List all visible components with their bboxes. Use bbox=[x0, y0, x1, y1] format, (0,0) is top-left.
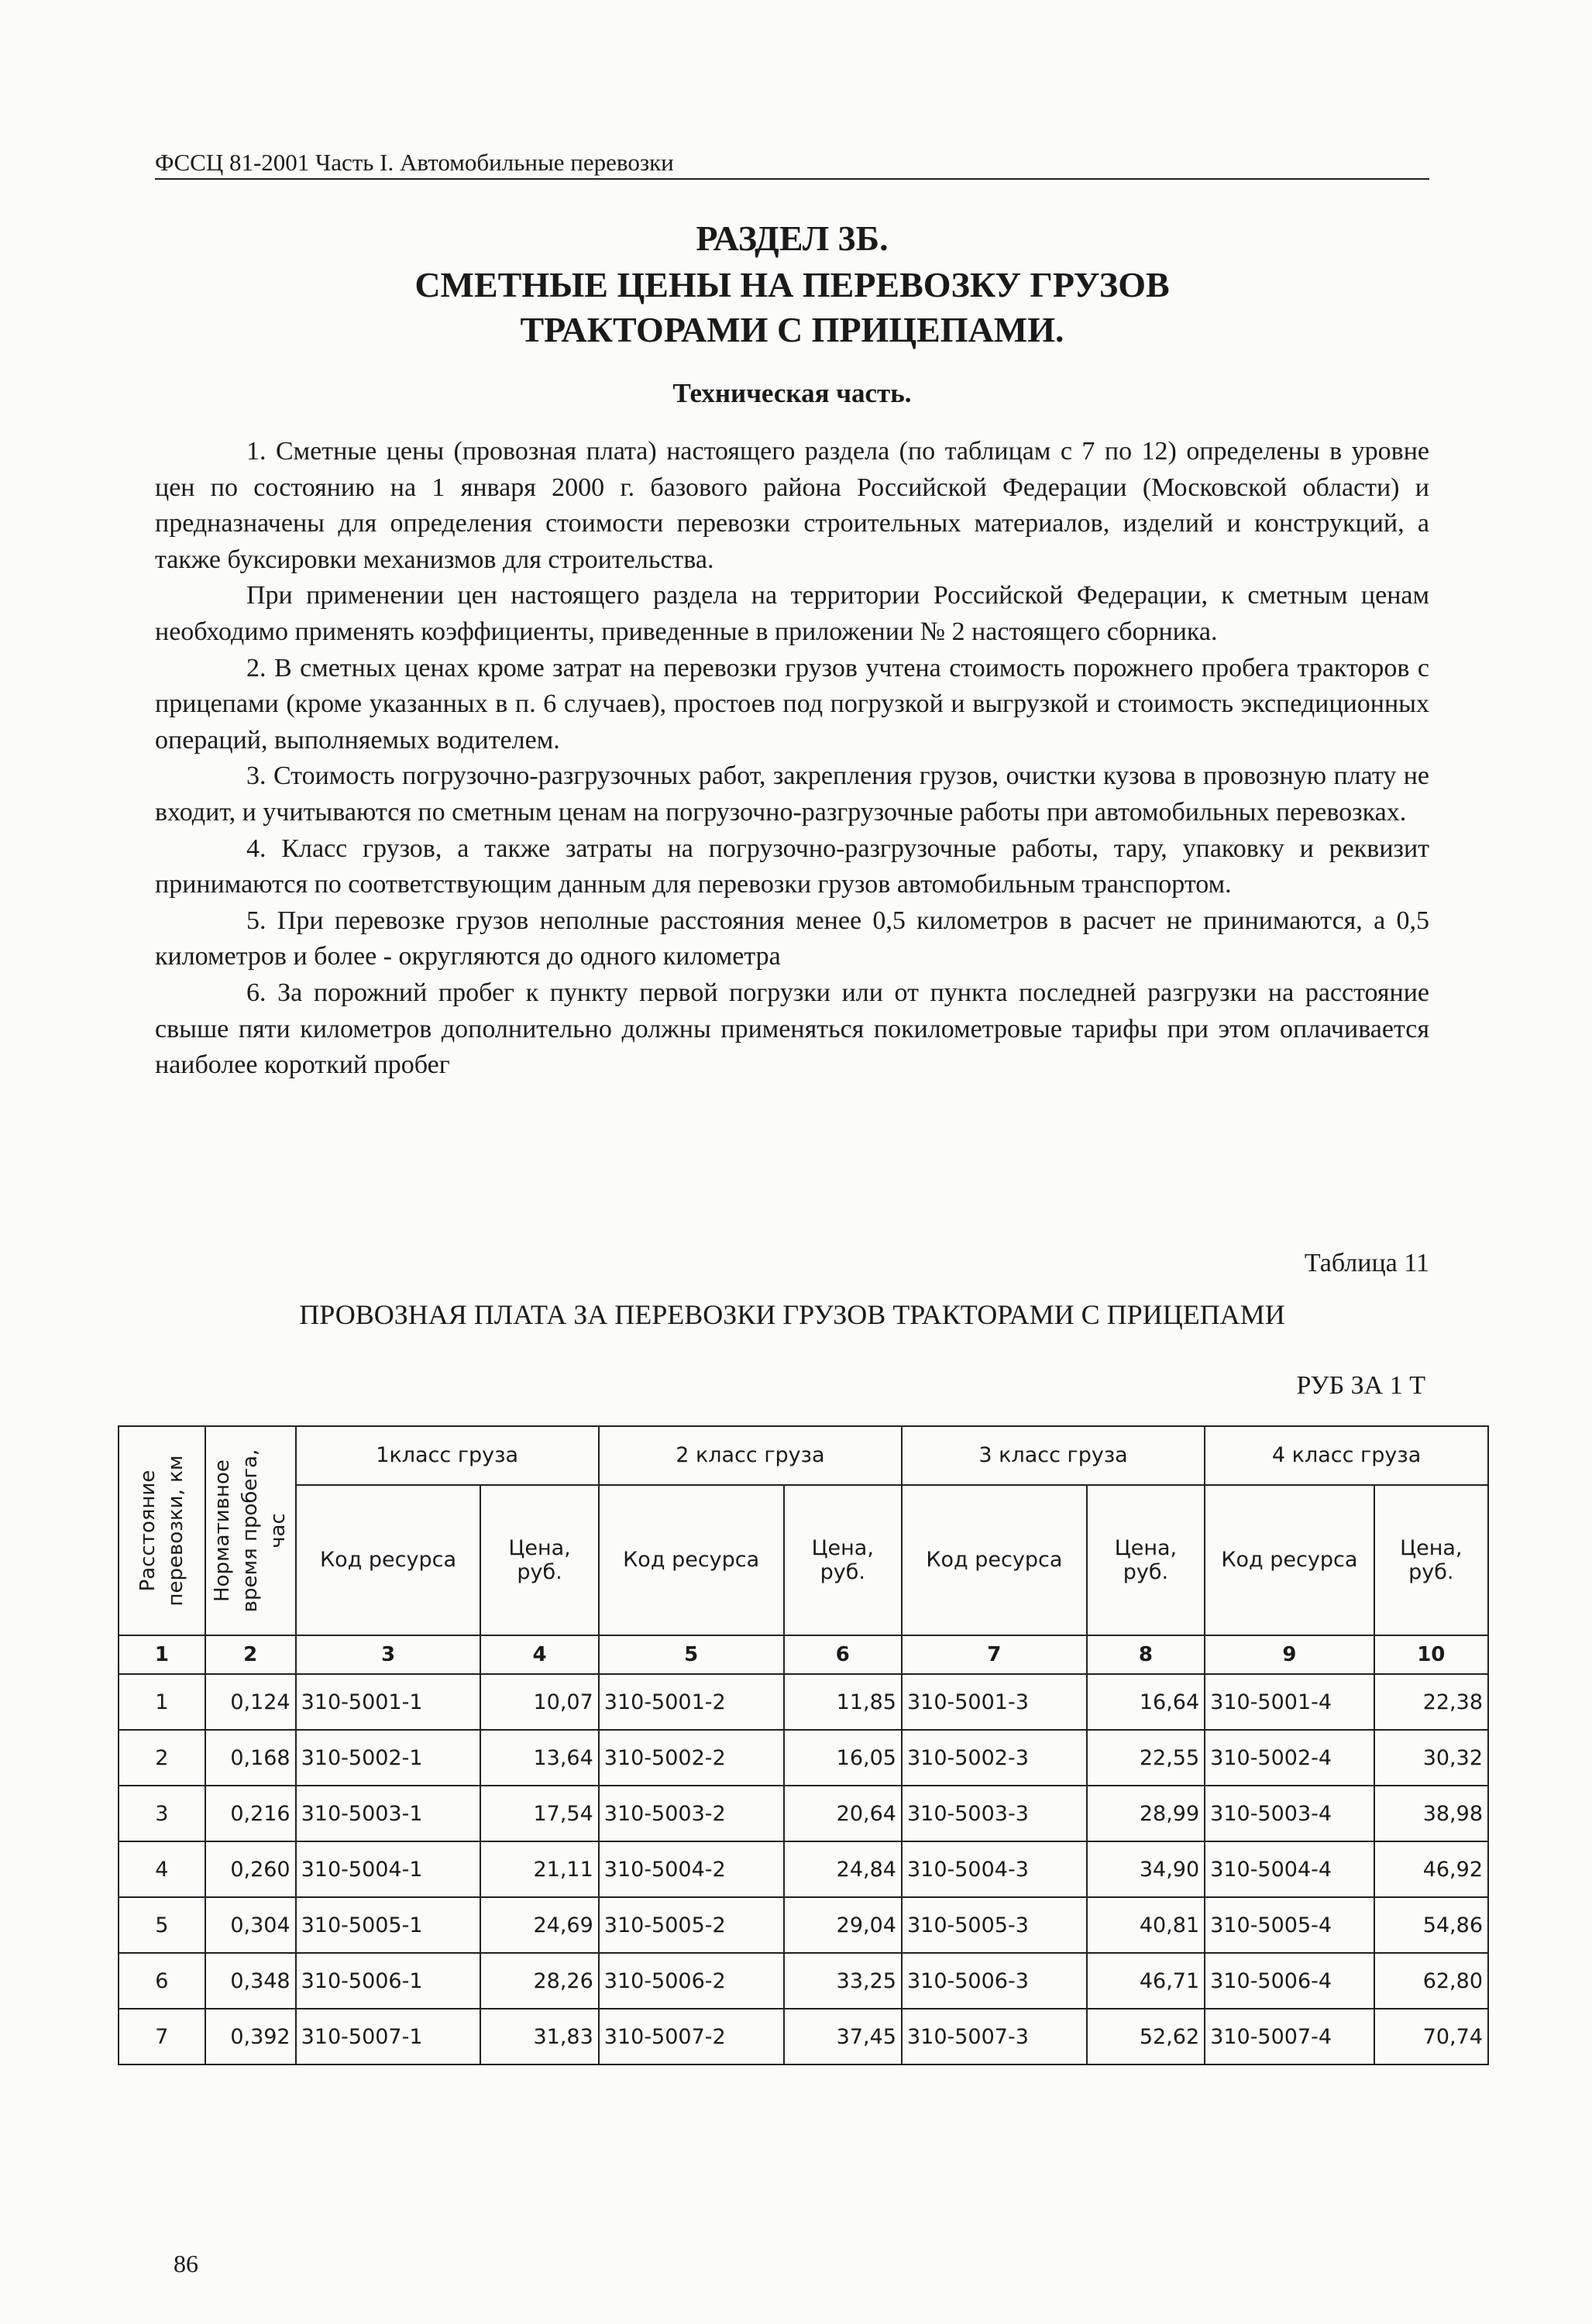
cell-price-class4: 62,80 bbox=[1374, 1953, 1488, 2009]
cell-code-class4: 310-5007-4 bbox=[1205, 2009, 1374, 2064]
header-price-1 bbox=[480, 1485, 598, 1635]
cell-time: 0,168 bbox=[205, 1730, 296, 1786]
header-price-4: Цена, руб. bbox=[1374, 1485, 1488, 1635]
cell-price-class1: 13,64 bbox=[480, 1730, 598, 1786]
header-price-2-l2: руб. bbox=[820, 1559, 865, 1584]
cell-code-class4: 310-5001-4 bbox=[1205, 1674, 1374, 1730]
header-price-1-l1: Цена, bbox=[508, 1535, 571, 1560]
table-title: ПРОВОЗНАЯ ПЛАТА ЗА ПЕРЕВОЗКИ ГРУЗОВ ТРАКТОРАМИ С ПРИЦЕПАМИ bbox=[299, 1299, 1285, 1330]
header-code-4: Код ресурса bbox=[1205, 1485, 1374, 1635]
header-time-l1: Нормативное bbox=[211, 1459, 235, 1602]
cell-code-class1: 310-5005-1 bbox=[296, 1897, 481, 1953]
header-time-l2: время пробега, bbox=[239, 1449, 263, 1613]
col-number: 3 bbox=[296, 1635, 481, 1674]
header-distance bbox=[119, 1426, 205, 1635]
table-row bbox=[119, 1841, 1488, 1897]
rates-table bbox=[118, 1425, 1489, 2065]
table-row bbox=[119, 1953, 1488, 2009]
table-row bbox=[119, 1897, 1488, 1953]
cell-distance: 1 bbox=[119, 1674, 205, 1730]
cell-price-class2: 11,85 bbox=[784, 1674, 902, 1730]
cell-time: 0,216 bbox=[205, 1786, 296, 1841]
header-time-l3: час bbox=[266, 1513, 291, 1549]
header-price-2-l1: Цена, bbox=[811, 1535, 874, 1560]
cell-price-class2: 20,64 bbox=[784, 1786, 902, 1841]
cell-code-class2: 310-5006-2 bbox=[599, 1953, 784, 2009]
cell-price-class4: 70,74 bbox=[1374, 2009, 1488, 2064]
table-units: РУБ ЗА 1 Т bbox=[1296, 1371, 1425, 1400]
paragraph-2: 2. В сметных ценах кроме затрат на перевозки грузов учтена стоимость порожнего пробега тракторов с прицепами (кроме указанных в п. 6 случаев), простоев под погрузкой и выгрузкой и стоимость экспедиционных операций, выполняемых водителем. bbox=[155, 653, 1429, 755]
cell-code-class1: 310-5003-1 bbox=[296, 1786, 481, 1841]
cell-distance: 6 bbox=[119, 1953, 205, 2009]
header-distance-l1: Расстояние bbox=[136, 1470, 160, 1592]
header-class-2: 2 класс груза bbox=[599, 1426, 902, 1485]
header-price-3-l2: руб. bbox=[1123, 1559, 1169, 1584]
cell-code-class1: 310-5002-1 bbox=[296, 1730, 481, 1786]
rates-table-body bbox=[119, 1674, 1488, 2064]
paragraph-1: 1. Сметные цены (провозная плата) настоящего раздела (по таблицам с 7 по 12) определены в уровне цен по состоянию на 1 января 2000 г. базового района Российской Федерации (Московской области) и предназначены для определения стоимости перевозки строительных материалов, изделий и конструкций, а также буксировки механизмов для строительства. bbox=[155, 437, 1429, 574]
col-number: 7 bbox=[902, 1635, 1087, 1674]
cell-code-class1: 310-5004-1 bbox=[296, 1841, 481, 1897]
col-number: 5 bbox=[599, 1635, 784, 1674]
cell-price-class2: 37,45 bbox=[784, 2009, 902, 2064]
table-row bbox=[119, 1674, 1488, 1730]
cell-distance: 4 bbox=[119, 1841, 205, 1897]
cell-code-class4: 310-5004-4 bbox=[1205, 1841, 1374, 1897]
cell-price-class1: 24,69 bbox=[480, 1897, 598, 1953]
header-class-1: 1класс груза bbox=[296, 1426, 599, 1485]
table-row bbox=[119, 2009, 1488, 2064]
paragraph-5: 5. При перевозке грузов неполные расстояния менее 0,5 километров в расчет не принимаются, а 0,5 километров и более - округляются до одного километра bbox=[155, 906, 1429, 971]
paragraph-4: 4. Класс грузов, а также затраты на погрузочно-разгрузочные работы, тару, упаковку и реквизит принимаются по соответствующим данным для перевозки грузов автомобильным транспортом. bbox=[155, 834, 1429, 899]
cell-price-class3: 34,90 bbox=[1087, 1841, 1205, 1897]
cell-code-class1: 310-5001-1 bbox=[296, 1674, 481, 1730]
header-code-2: Код ресурса bbox=[599, 1485, 784, 1635]
cell-code-class3: 310-5002-3 bbox=[902, 1730, 1087, 1786]
cell-price-class4: 30,32 bbox=[1374, 1730, 1488, 1786]
cell-code-class2: 310-5004-2 bbox=[599, 1841, 784, 1897]
cell-price-class2: 16,05 bbox=[784, 1730, 902, 1786]
section-title-line1: СМЕТНЫЕ ЦЕНЫ НА ПЕРЕВОЗКУ ГРУЗОВ bbox=[414, 265, 1170, 304]
cell-code-class4: 310-5005-4 bbox=[1205, 1897, 1374, 1953]
cell-price-class1: 17,54 bbox=[480, 1786, 598, 1841]
cell-price-class3: 16,64 bbox=[1087, 1674, 1205, 1730]
cell-code-class2: 310-5003-2 bbox=[599, 1786, 784, 1841]
header-class-3: 3 класс груза bbox=[902, 1426, 1205, 1485]
header-distance-l2: перевозки, км bbox=[163, 1455, 187, 1607]
col-number: 9 bbox=[1205, 1635, 1374, 1674]
cell-price-class3: 46,71 bbox=[1087, 1953, 1205, 2009]
cell-code-class4: 310-5002-4 bbox=[1205, 1730, 1374, 1786]
section-subtitle: Техническая часть. bbox=[672, 378, 912, 408]
header-class-4: 4 класс груза bbox=[1205, 1426, 1488, 1485]
table-number: Таблица 11 bbox=[1304, 1249, 1429, 1277]
col-number: 6 bbox=[784, 1635, 902, 1674]
cell-code-class3: 310-5003-3 bbox=[902, 1786, 1087, 1841]
section-title-line2: ТРАКТОРАМИ С ПРИЦЕПАМИ. bbox=[520, 310, 1064, 349]
cell-price-class4: 54,86 bbox=[1374, 1897, 1488, 1953]
cell-code-class4: 310-5003-4 bbox=[1205, 1786, 1374, 1841]
col-number: 10 bbox=[1374, 1635, 1488, 1674]
cell-code-class3: 310-5005-3 bbox=[902, 1897, 1087, 1953]
col-number: 8 bbox=[1087, 1635, 1205, 1674]
cell-distance: 7 bbox=[119, 2009, 205, 2064]
cell-time: 0,304 bbox=[205, 1897, 296, 1953]
cell-price-class2: 29,04 bbox=[784, 1897, 902, 1953]
cell-price-class4: 38,98 bbox=[1374, 1786, 1488, 1841]
cell-distance: 5 bbox=[119, 1897, 205, 1953]
header-code-1: Код ресурса bbox=[296, 1485, 481, 1635]
cell-price-class4: 22,38 bbox=[1374, 1674, 1488, 1730]
header-time bbox=[205, 1426, 296, 1635]
cell-price-class4: 46,92 bbox=[1374, 1841, 1488, 1897]
cell-price-class1: 10,07 bbox=[480, 1674, 598, 1730]
cell-code-class3: 310-5006-3 bbox=[902, 1953, 1087, 2009]
header-price-3-l1: Цена, bbox=[1114, 1535, 1178, 1560]
cell-price-class2: 33,25 bbox=[784, 1953, 902, 2009]
body-text bbox=[155, 434, 1429, 1084]
header-price-2 bbox=[784, 1485, 902, 1635]
cell-time: 0,260 bbox=[205, 1841, 296, 1897]
section-number: РАЗДЕЛ 3Б. bbox=[696, 218, 889, 258]
cell-price-class1: 28,26 bbox=[480, 1953, 598, 2009]
header-code-3: Код ресурса bbox=[902, 1485, 1087, 1635]
paragraph-6: 6. За порожний пробег к пункту первой погрузки или от пункта последней разгрузки на расстояние свыше пяти километров дополнительно должны применяться покилометровые тарифы при этом оплачивается наиболее короткий пробег bbox=[155, 978, 1429, 1080]
cell-code-class4: 310-5006-4 bbox=[1205, 1953, 1374, 2009]
cell-code-class2: 310-5001-2 bbox=[599, 1674, 784, 1730]
paragraph-1-note: При применении цен настоящего раздела на территории Российской Федерации, к сметным ценам необходимо применять коэффициенты, приведенные в приложении № 2 настоящего сборника. bbox=[155, 581, 1429, 646]
paragraph-3: 3. Стоимость погрузочно-разгрузочных работ, закрепления грузов, очистки кузова в провозную плату не входит, и учитываются по сметным ценам на погрузочно-разгрузочные работы при автомобильных перевозках. bbox=[155, 761, 1429, 827]
cell-code-class3: 310-5001-3 bbox=[902, 1674, 1087, 1730]
cell-time: 0,124 bbox=[205, 1674, 296, 1730]
cell-code-class1: 310-5007-1 bbox=[296, 2009, 481, 2064]
col-number: 4 bbox=[480, 1635, 598, 1674]
cell-distance: 3 bbox=[119, 1786, 205, 1841]
table-row bbox=[119, 1786, 1488, 1841]
header-price-1-l2: руб. bbox=[517, 1559, 562, 1584]
cell-time: 0,392 bbox=[205, 2009, 296, 2064]
cell-code-class2: 310-5002-2 bbox=[599, 1730, 784, 1786]
cell-code-class3: 310-5004-3 bbox=[902, 1841, 1087, 1897]
cell-price-class1: 21,11 bbox=[480, 1841, 598, 1897]
cell-code-class2: 310-5005-2 bbox=[599, 1897, 784, 1953]
header-price-3 bbox=[1087, 1485, 1205, 1635]
cell-price-class2: 24,84 bbox=[784, 1841, 902, 1897]
col-number: 1 bbox=[119, 1635, 205, 1674]
cell-price-class3: 28,99 bbox=[1087, 1786, 1205, 1841]
cell-price-class3: 40,81 bbox=[1087, 1897, 1205, 1953]
cell-price-class3: 22,55 bbox=[1087, 1730, 1205, 1786]
cell-code-class2: 310-5007-2 bbox=[599, 2009, 784, 2064]
running-header: ФССЦ 81-2001 Часть I. Автомобильные перевозки bbox=[155, 149, 1429, 180]
col-number: 2 bbox=[205, 1635, 296, 1674]
cell-distance: 2 bbox=[119, 1730, 205, 1786]
cell-time: 0,348 bbox=[205, 1953, 296, 2009]
cell-price-class3: 52,62 bbox=[1087, 2009, 1205, 2064]
cell-price-class1: 31,83 bbox=[480, 2009, 598, 2064]
table-row bbox=[119, 1730, 1488, 1786]
cell-code-class1: 310-5006-1 bbox=[296, 1953, 481, 2009]
page-number: 86 bbox=[174, 2250, 198, 2278]
cell-code-class3: 310-5007-3 bbox=[902, 2009, 1087, 2064]
